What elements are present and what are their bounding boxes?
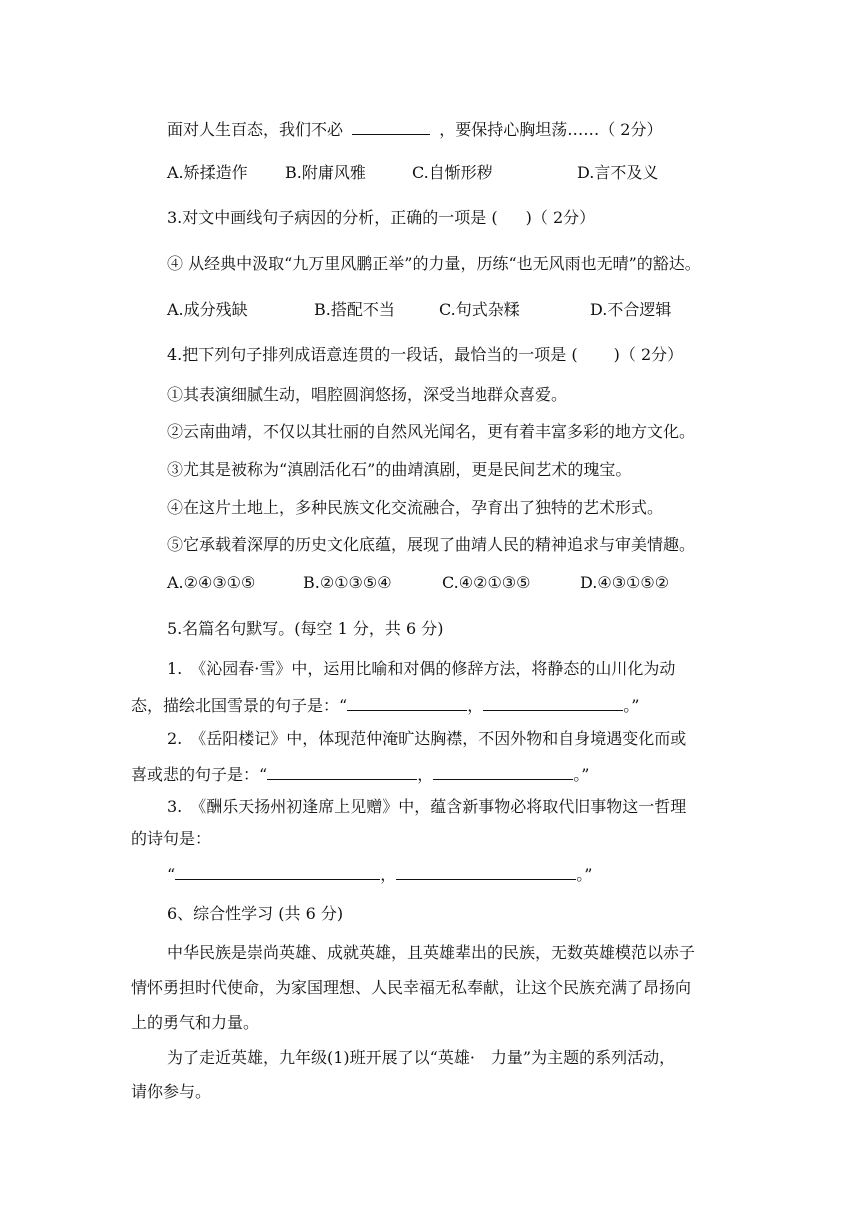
q6-title: 6、综合性学习 (共 6 分) xyxy=(167,904,344,923)
q5-item-3-close-quote: ” xyxy=(584,865,593,884)
q5-item-1-prompt: 态，描绘北国雪景的句子是：“ xyxy=(131,696,348,715)
q5-item-2-blank-1[interactable] xyxy=(267,763,417,780)
q5-item-1-period: 。 xyxy=(623,696,632,715)
q3-option-a[interactable]: A.成分残缺 xyxy=(167,300,248,319)
q5-item-1-blank-1[interactable] xyxy=(347,694,467,711)
q2-stem xyxy=(167,118,662,140)
q3-option-b[interactable]: B.搭配不当 xyxy=(314,300,395,319)
q4-option-a[interactable]: A.②④③①⑤ xyxy=(167,573,256,592)
q5-item-1-close-quote: ” xyxy=(631,696,640,715)
q5-title: 5.名篇名句默写。(每空 1 分，共 6 分) xyxy=(167,619,444,638)
q4-sentence-5: ⑤它承载着深厚的历史文化底蕴，展现了曲靖人民的精神追求与审美情趣。 xyxy=(167,535,696,554)
q4-stem xyxy=(167,345,683,365)
q2-blank[interactable] xyxy=(352,118,430,135)
q4-sentence-3: ③尤其是被称为“滇剧活化石”的曲靖滇剧，更是民间艺术的瑰宝。 xyxy=(167,460,632,479)
q2-option-a[interactable]: A.矫揉造作 xyxy=(167,163,248,182)
q5-item-3-blank-2[interactable] xyxy=(396,863,576,880)
q6-para1-line1: 中华民族是崇尚英雄、成就英雄，且英雄辈出的民族，无数英雄模范以赤子 xyxy=(167,943,696,962)
q5-item-3-line2: 的诗句是： xyxy=(131,829,212,848)
q3-stem-before: 3.对文中画线句子病因的分析，正确的一项是 ( xyxy=(167,208,498,227)
q5-item-2-prompt: 喜或悲的句子是：“ xyxy=(131,765,268,784)
q5-item-2-comma: ， xyxy=(417,765,434,784)
q5-item-1-comma: ， xyxy=(467,696,484,715)
q5-item-3-blank-1[interactable] xyxy=(175,863,380,880)
q4-option-b[interactable]: B.②①③⑤④ xyxy=(303,573,392,592)
q4-sentence-2: ②云南曲靖，不仅以其壮丽的自然风光闻名，更有着丰富多彩的地方文化。 xyxy=(167,422,696,441)
q3-option-c[interactable]: C.句式杂糅 xyxy=(439,300,520,319)
q6-para1-line2: 情怀勇担时代使命，为家国理想、人民幸福无私奉献，让这个民族充满了昂扬向 xyxy=(131,978,692,997)
q2-option-b[interactable]: B.附庸风雅 xyxy=(285,163,366,182)
q5-item-2-line2 xyxy=(131,763,589,785)
q2-option-d[interactable]: D.言不及义 xyxy=(577,163,659,182)
q5-item-1-line1: 1. 《沁园春·雪》中，运用比喻和对偶的修辞方法，将静态的山川化为动 xyxy=(167,659,676,678)
q5-item-1-blank-2[interactable] xyxy=(483,694,623,711)
q4-option-d[interactable]: D.④③①⑤② xyxy=(580,573,670,592)
q6-para2-line1: 为了走近英雄，九年级(1)班开展了以“英雄· 力量”为主题的系列活动， xyxy=(167,1048,676,1067)
q5-item-2-line1: 2. 《岳阳楼记》中，体现范仲淹旷达胸襟，不因外物和自身境遇变化而或 xyxy=(167,729,687,748)
q4-stem-before: 4.把下列句子排列成语意连贯的一段话，最恰当的一项是 ( xyxy=(167,345,578,364)
q5-item-3-period: 。 xyxy=(576,865,585,884)
q5-item-2-close-quote: ” xyxy=(581,765,590,784)
q4-stem-after: )（ 2分） xyxy=(613,345,684,364)
q3-stem-after: )（ 2分） xyxy=(525,208,596,227)
q5-item-3-open-quote: “ xyxy=(167,865,176,884)
q4-sentence-1: ①其表演细腻生动，唱腔圆润悠扬，深受当地群众喜爱。 xyxy=(167,385,568,404)
q4-sentence-4: ④在这片土地上，多种民族文化交流融合，孕育出了独特的艺术形式。 xyxy=(167,498,664,517)
q3-option-d[interactable]: D.不合逻辑 xyxy=(590,300,672,319)
q5-item-1-line2 xyxy=(131,694,639,716)
q2-stem-after: ，要保持心胸坦荡……（ 2分） xyxy=(439,120,663,139)
q2-stem-before: 面对人生百态，我们不必 xyxy=(167,120,344,139)
q5-item-2-period: 。 xyxy=(573,765,582,784)
q5-item-3-comma: ， xyxy=(380,865,397,884)
q3-sentence: ④ 从经典中汲取“九万里风鹏正举”的力量，历练“也无风雨也无晴”的豁达。 xyxy=(167,254,701,273)
q5-item-3-line1: 3. 《酬乐天扬州初逢席上见赠》中，蕴含新事物必将取代旧事物这一哲理 xyxy=(167,797,687,816)
q2-option-c[interactable]: C.自惭形秽 xyxy=(412,163,493,182)
q3-stem xyxy=(167,208,595,228)
q6-para1-line3: 上的勇气和力量。 xyxy=(131,1013,260,1032)
q4-option-c[interactable]: C.④②①③⑤ xyxy=(442,573,531,592)
q5-item-2-blank-2[interactable] xyxy=(433,763,573,780)
q6-para2-line2: 请你参与。 xyxy=(131,1082,212,1101)
q5-item-3-answer-line xyxy=(167,863,592,885)
